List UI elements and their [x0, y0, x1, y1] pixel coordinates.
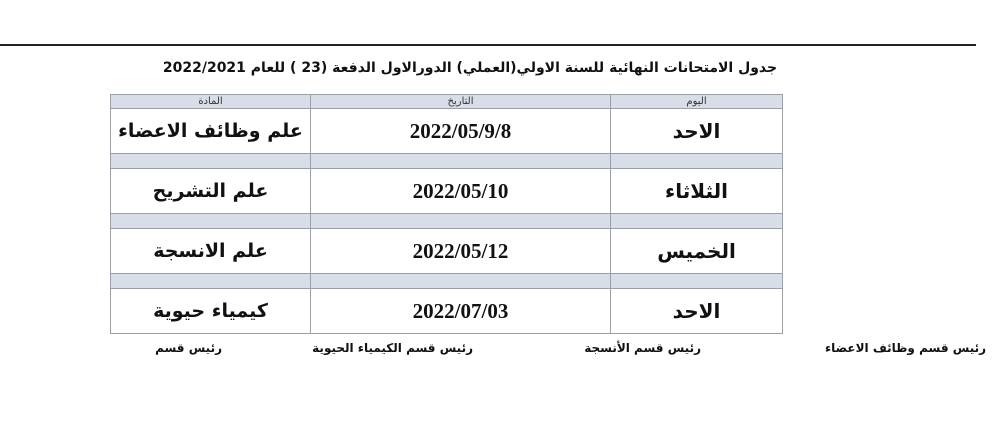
spacer-row	[111, 214, 783, 229]
document-title: جدول الامتحانات النهائية للسنة الاولي(العملي) الدورالاول الدفعة (23 ) للعام 2022/2021	[162, 60, 778, 76]
subject-cell: علم وظائف الاعضاء	[111, 109, 311, 154]
spacer-cell	[311, 274, 611, 289]
date-cell: 2022/05/9/8	[311, 109, 611, 154]
table-row	[111, 289, 783, 334]
header-date: التاريخ	[311, 95, 611, 109]
date-cell: 2022/05/10	[311, 169, 611, 214]
spacer-cell	[311, 214, 611, 229]
exam-schedule-table	[110, 94, 783, 334]
top-rule	[0, 44, 976, 46]
spacer-cell	[611, 274, 783, 289]
table-row	[111, 169, 783, 214]
spacer-row	[111, 274, 783, 289]
signature-histology-head: رئيس قسم الأنسجة	[584, 341, 701, 355]
spacer-cell	[111, 154, 311, 169]
day-cell: الخميس	[611, 229, 783, 274]
subject-cell: كيمياء حيوية	[111, 289, 311, 334]
spacer-cell	[311, 154, 611, 169]
signature-physiology-head: رئيس قسم وظائف الاعضاء	[824, 341, 986, 355]
subject-cell: علم الانسجة	[111, 229, 311, 274]
day-cell: الثلاثاء	[611, 169, 783, 214]
spacer-row	[111, 154, 783, 169]
signature-department-head: رئيس قسم	[155, 341, 222, 355]
subject-cell: علم التشريح	[111, 169, 311, 214]
header-day: اليوم	[611, 95, 783, 109]
date-cell: 2022/05/12	[311, 229, 611, 274]
spacer-cell	[611, 214, 783, 229]
signature-biochemistry-head: رئيس قسم الكيمياء الحيوية	[312, 341, 473, 355]
table-row	[111, 109, 783, 154]
header-subject: المادة	[111, 95, 311, 109]
table-row	[111, 229, 783, 274]
day-cell: الاحد	[611, 109, 783, 154]
spacer-cell	[111, 214, 311, 229]
spacer-cell	[111, 274, 311, 289]
table-header-row	[111, 95, 783, 109]
spacer-cell	[611, 154, 783, 169]
day-cell: الاحد	[611, 289, 783, 334]
date-cell: 2022/07/03	[311, 289, 611, 334]
